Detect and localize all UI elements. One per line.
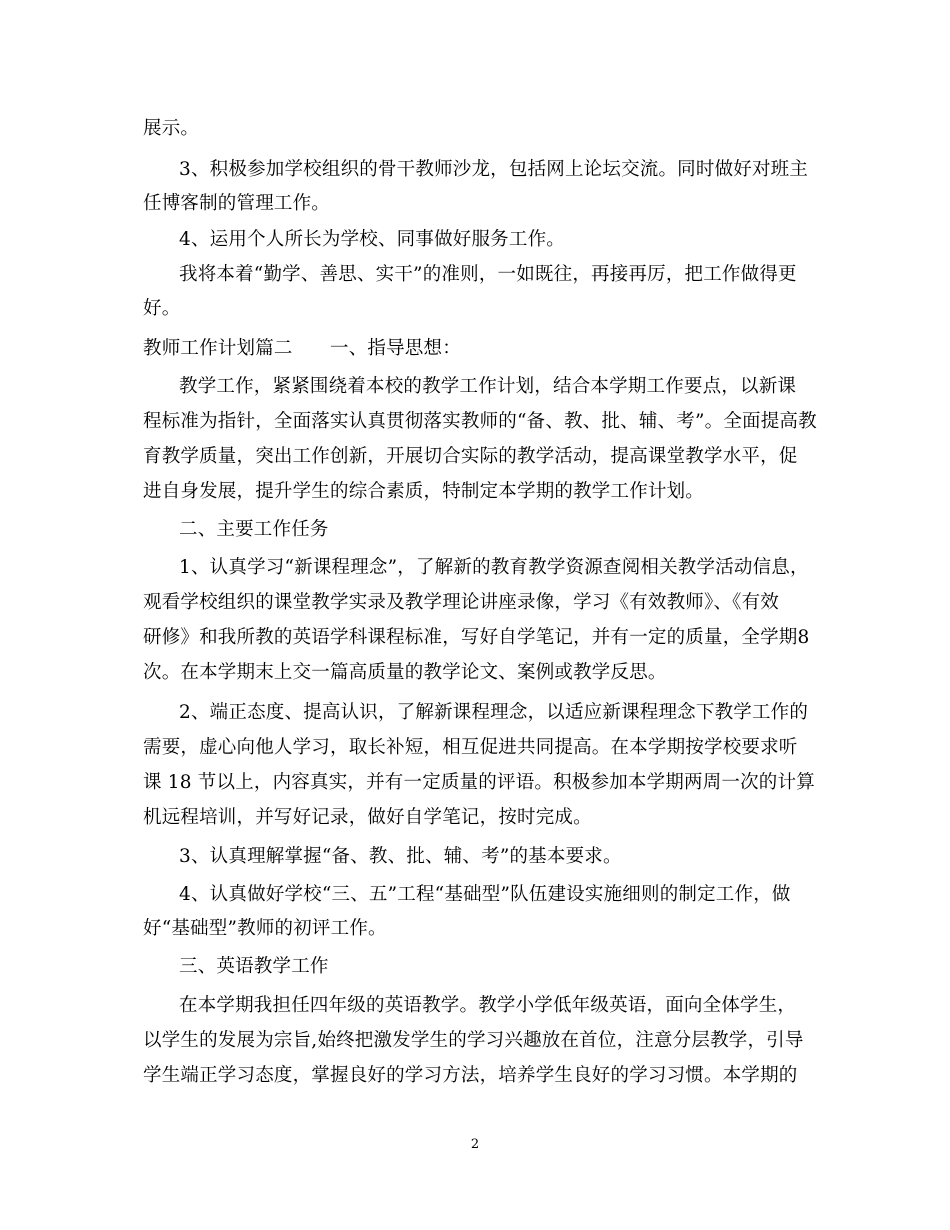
text-line: 4、运用个人所长为学校、同事做好服务工作。: [179, 229, 565, 250]
text-line: 次。在本学期末上交一篇高质量的教学论文、案例或教学反思。: [143, 662, 667, 683]
text-line: 教学工作，紧紧围绕着本校的教学工作计划，结合本学期工作要点，以新课: [179, 376, 797, 397]
text-line: 课 18 节以上，内容真实，并有一定质量的评语。积极参加本学期两周一次的计算: [143, 772, 815, 793]
text-line: 3、积极参加学校组织的骨干教师沙龙，包括网上论坛交流。同时做好对班主: [179, 159, 809, 180]
text-line: 以学生的发展为宗旨,始终把激发学生的学习兴趣放在首位，注意分层教学，引导: [143, 1030, 804, 1051]
text-line: 在本学期我担任四年级的英语教学。教学小学低年级英语，面向全体学生，: [179, 995, 797, 1016]
text-line: 研修》和我所教的英语学科课程标准，写好自学笔记，并有一定的质量，全学期8: [143, 627, 810, 648]
text-line: 我将本着“勤学、善思、实干”的准则，一如既往，再接再厉，把工作做得更: [179, 264, 797, 285]
text-line: 需要，虚心向他人学习，取长补短，相互促进共同提高。在本学期按学校要求听: [143, 737, 798, 758]
text-line: 1、认真学习“新课程理念”，了解新的教育教学资源查阅相关教学活动信息，: [179, 557, 809, 578]
text-line: 育教学质量，突出工作创新，开展切合实际的教学活动，提高课堂教学水平，促: [143, 446, 798, 467]
text-line: 观看学校组织的课堂教学实录及教学理论讲座录像，学习《有效教师》、《有效: [143, 592, 780, 613]
text-line: 4、认真做好学校“三、五”工程“基础型”队伍建设实施细则的制定工作，做: [179, 884, 791, 905]
text-line: 2、端正态度、提高认识，了解新课程理念，以适应新课程理念下教学工作的: [179, 702, 809, 723]
text-line: 展示。: [143, 118, 200, 139]
text-line: 机远程培训，并写好记录，做好自学笔记，按时完成。: [143, 807, 592, 828]
section-heading: 二、主要工作任务: [179, 519, 329, 540]
text-line: 程标准为指针，全面落实认真贯彻落实教师的“备、教、批、辅、考”。全面提高教: [143, 411, 817, 432]
text-line: 3、认真理解掌握“备、教、批、辅、考”的基本要求。: [179, 846, 622, 867]
section-heading: 三、英语教学工作: [179, 956, 329, 977]
page-number: 2: [470, 1137, 480, 1152]
text-line: 进自身发展，提升学生的综合素质，特制定本学期的教学工作计划。: [143, 481, 705, 502]
text-line: 好“基础型”教师的初评工作。: [143, 918, 387, 939]
text-line: 好。: [143, 298, 181, 319]
section-heading: 教师工作计划篇二 一、指导思想：: [143, 338, 461, 359]
text-line: 学生端正学习态度，掌握良好的学习方法，培养学生良好的学习习惯。本学期的: [143, 1065, 798, 1086]
text-line: 任博客制的管理工作。: [143, 193, 331, 214]
